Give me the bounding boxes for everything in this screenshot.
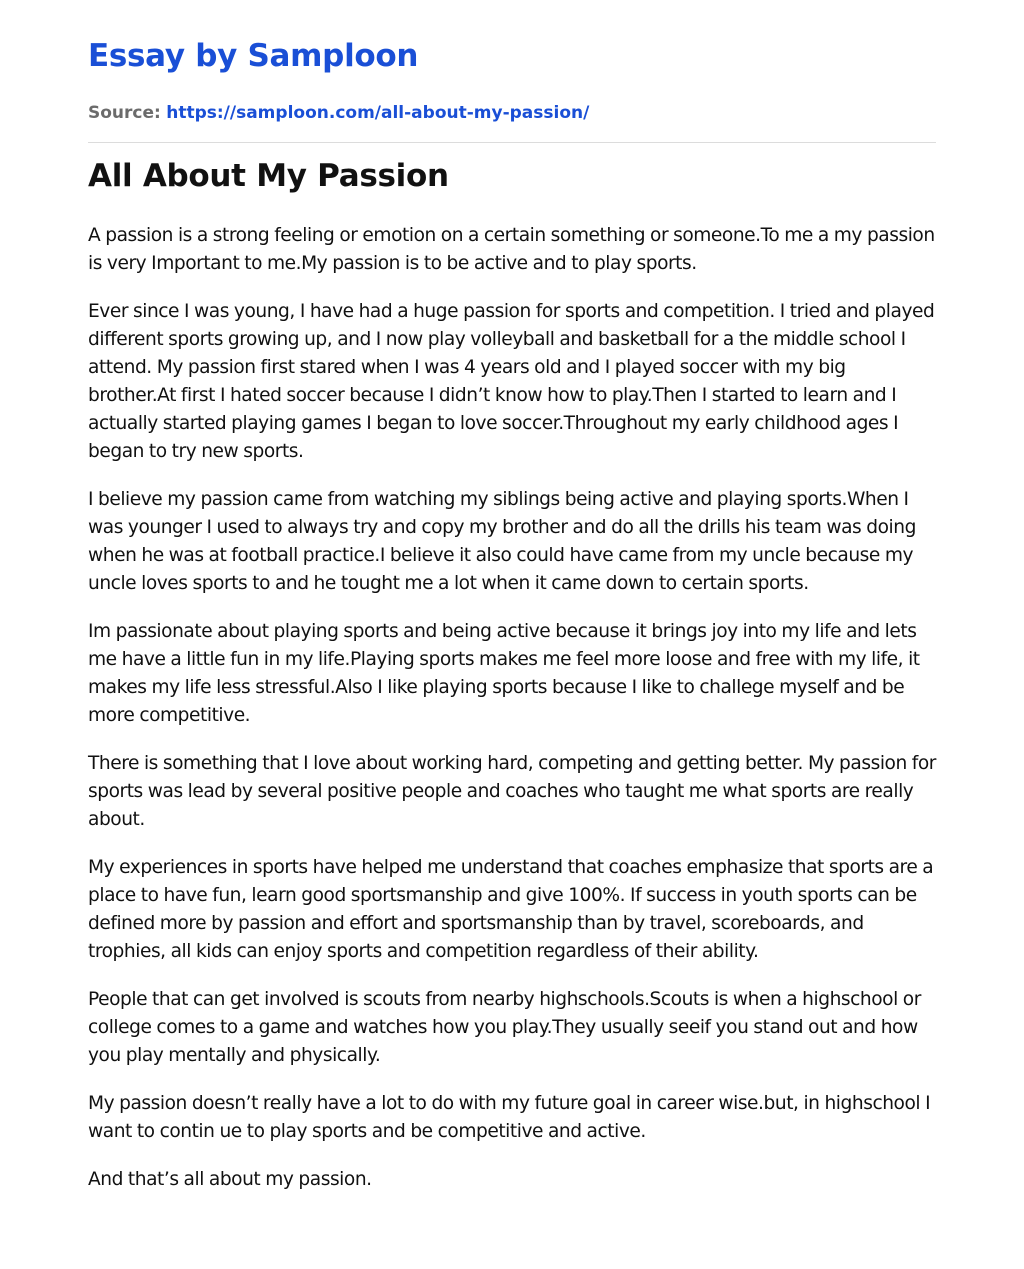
essay-paragraph: I believe my passion came from watching my siblings being active and playing sports.When I was younger I used to always try and copy my brother and do all the drills his team was doing when he was at football practice.I believe it also could have came from my uncle because my uncle loves sports to and he tought me a lot when it came down to certain sports. [88, 489, 916, 594]
essay-paragraph: My passion doesn’t really have a lot to do with my future goal in career wise.but, in highschool I want to contin ue to play sports and be competitive and active. [88, 1093, 931, 1142]
source-link[interactable]: https://samploon.com/all-about-my-passion/ [166, 103, 590, 123]
essay-paragraph: Im passionate about playing sports and being active because it brings joy into my life and lets me have a little fun in my life.Playing sports makes me feel more loose and free with my life, it makes my life less stressful.Also I like playing sports because I like to challege myself and be more competitive. [88, 621, 920, 726]
essay-body [88, 222, 938, 1214]
essay-paragraph: My experiences in sports have helped me understand that coaches emphasize that sports are a place to have fun, learn good sportsmanship and give 100%. If success in youth sports can be defined more by passion and effort and sportsmanship than by travel, scoreboards, and trophies, all kids can enjoy sports and competition regardless of their ability. [88, 857, 934, 962]
essay-title: All About My Passion [88, 158, 449, 194]
essay-paragraph: People that can get involved is scouts from nearby highschools.Scouts is when a highschool or college comes to a game and watches how you play.They usually seeif you stand out and how you play mentally and physically. [88, 989, 921, 1066]
source-line [88, 101, 589, 125]
brand-title: Essay by Samploon [88, 38, 419, 74]
essay-paragraph: A passion is a strong feeling or emotion on a certain something or someone.To me a my passion is very Important to me.My passion is to be active and to play sports. [88, 225, 935, 274]
essay-paragraph: And that’s all about my passion. [88, 1169, 372, 1190]
header-divider [88, 142, 936, 143]
source-label: Source: [88, 103, 161, 123]
essay-paragraph: Ever since I was young, I have had a huge passion for sports and competition. I tried and played different sports growing up, and I now play volleyball and basketball for a the middle school I attend. My passion first stared when I was 4 years old and I played soccer with my big brother.At first I hated soccer because I didn’t know how to play.Then I started to learn and I actually started playing games I began to love soccer.Throughout my early childhood ages I began to try new sports. [88, 301, 935, 462]
essay-paragraph: There is something that I love about working hard, competing and getting better. My passion for sports was lead by several positive people and coaches who taught me what sports are really about. [88, 753, 936, 830]
